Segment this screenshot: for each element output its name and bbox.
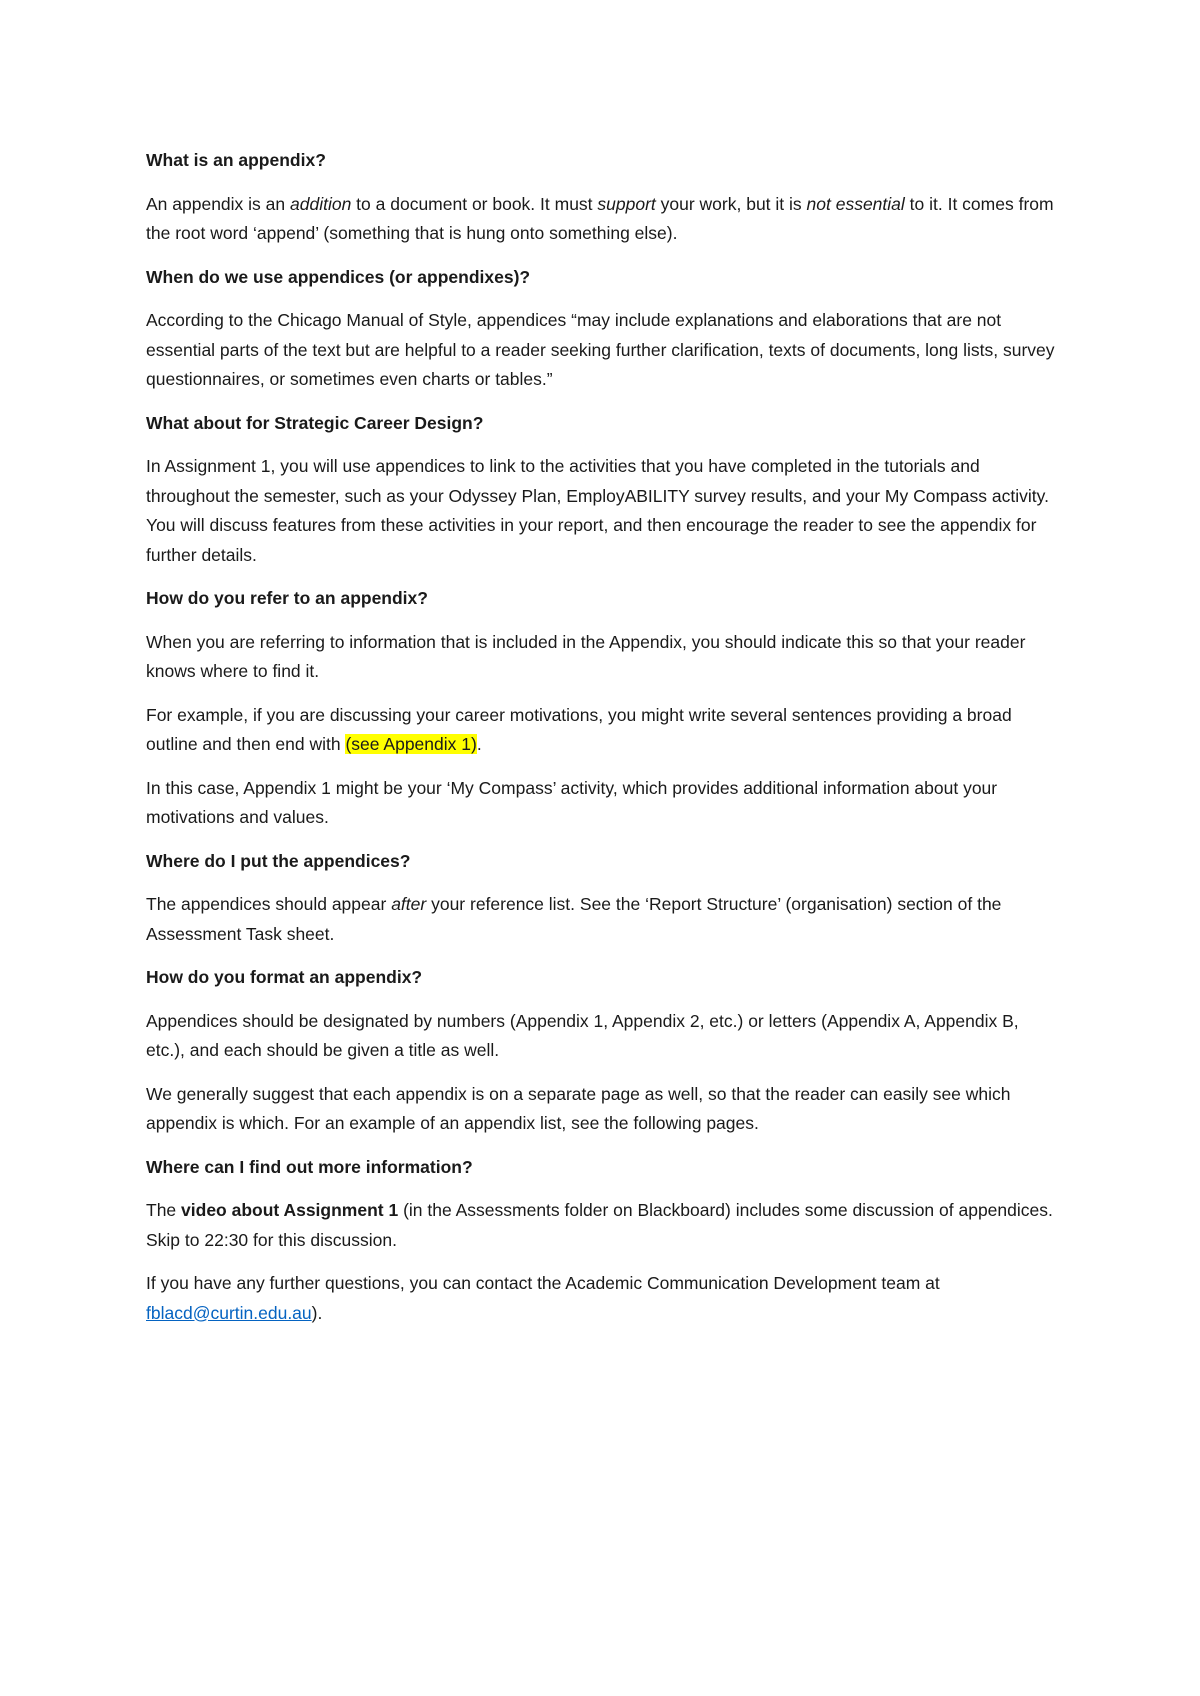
heading-what-is-appendix: What is an appendix?	[146, 150, 326, 170]
emphasis-not-essential: not essential	[806, 193, 905, 214]
emphasis-after: after	[391, 894, 427, 914]
paragraph-chicago-manual: According to the Chicago Manual of Style, appendices “may include explanations and elaborations that are not essential parts of the text but are helpful to a reader seeking further clarification, texts of documents, long lists, survey questionnaires, or sometimes even charts or tables.”	[146, 310, 1055, 389]
paragraph-video: The video about Assignment 1 (in the Assessments folder on Blackboard) includes some discussion of appendices. Skip to 22:30 for this discussion.	[146, 1200, 1053, 1250]
emphasis-addition: addition	[290, 193, 352, 214]
emphasis-support: support	[597, 193, 656, 214]
bold-video-about-assignment: video about Assignment 1	[181, 1200, 399, 1220]
heading-strategic-career-design: What about for Strategic Career Design?	[146, 412, 484, 433]
paragraph-appendix-definition: An appendix is an addition to a document or book. It must support your work, but it is not essential to it. It comes from the root word ‘append’ (something that is hung onto something else).	[146, 193, 1054, 243]
paragraph-separate-page: We generally suggest that each appendix is on a separate page as well, so that the reader can easily see which appendix is which. For an example of an appendix list, see the following pages.	[146, 1083, 1011, 1133]
heading-refer-to-appendix: How do you refer to an appendix?	[146, 588, 428, 608]
paragraph-designation: Appendices should be designated by numbers (Appendix 1, Appendix 2, etc.) or letters (Appendix A, Appendix B, etc.), and each should be given a title as well.	[146, 1010, 1019, 1060]
email-link[interactable]: fblacd@curtin.edu.au	[146, 1302, 312, 1323]
paragraph-referring-information: When you are referring to information that is included in the Appendix, you should indicate this so that your reader knows where to find it.	[146, 631, 1026, 681]
paragraph-appendix-placement: The appendices should appear after your reference list. See the ‘Report Structure’ (organisation) section of the Assessment Task sheet.	[146, 894, 1002, 944]
heading-format-appendix: How do you format an appendix?	[146, 967, 423, 987]
paragraph-contact: If you have any further questions, you can contact the Academic Communication Development team at fblacd@curtin.edu.au).	[146, 1273, 940, 1323]
heading-when-use-appendices: When do we use appendices (or appendixes)?	[146, 266, 531, 287]
highlighted-see-appendix: (see Appendix 1)	[345, 734, 477, 754]
paragraph-assignment-1: In Assignment 1, you will use appendices to link to the activities that you have completed in the tutorials and throughout the semester, such as your Odyssey Plan, EmployABILITY survey results, and your My Compass activity. You will discuss features from these activities in your report, and then encourage the reader to see the appendix for further details.	[146, 456, 1049, 565]
heading-more-information: Where can I find out more information?	[146, 1156, 473, 1177]
paragraph-example: For example, if you are discussing your career motivations, you might write several sentences providing a broad outline and then end with (see Appendix 1).	[146, 704, 1012, 754]
heading-where-put-appendices: Where do I put the appendices?	[146, 850, 411, 871]
paragraph-my-compass: In this case, Appendix 1 might be your ‘My Compass’ activity, which provides additional information about your motivations and values.	[146, 777, 998, 827]
